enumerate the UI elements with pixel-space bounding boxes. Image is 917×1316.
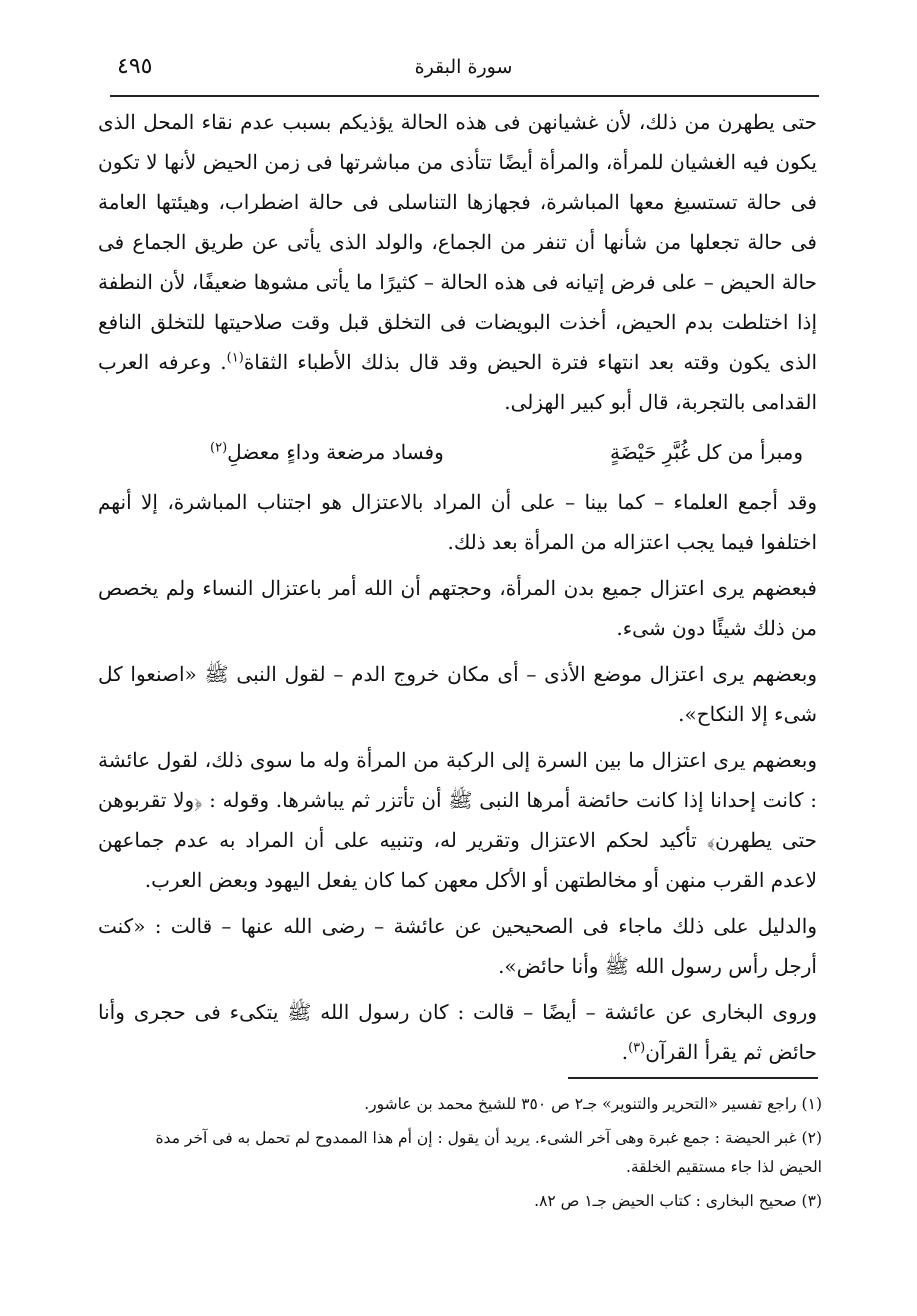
verse-first-hemistich: ومبرأ من كل غُبَّرِ حَيْضَةٍ [609,440,803,464]
footnote-ref-3: (٣) [628,1040,646,1056]
paragraph-3: فبعضهم يرى اعتزال جميع بدن المرأة، وحجتهم أن الله أمر باعتزال النساء ولم يخصص من ذلك شيئًا دون شىء. [98,576,817,640]
paragraph-1 [98,102,817,428]
footnote-3: (٣) صحيح البخارى : كتاب الحيض جـ١ ص ٨٢. [534,1192,822,1210]
verse-second-hemistich-wrap [210,436,444,468]
footnote-ref-1: (١) [226,350,244,366]
paragraph-1-tail: . وعرفه العرب القدامى بالتجربة، قال أبو كبير الهزلى. [98,350,817,414]
footnotes [110,1090,822,1221]
poetry-verse [98,428,817,482]
footnote-ref-2: (٢) [210,440,228,456]
paragraph-6: والدليل على ذلك ماجاء فى الصحيحين عن عائشة – رضى الله عنها – قالت : «كنت أرجل رأس رسول الله ﷺ وأنا حائض». [98,914,817,978]
footnote-2: (٢) غبر الحيضة : جمع غبرة وهى آخر الشىء. يريد أن يقول : إن أم هذا الممدوح لم تحمل به فى آخر مدة الحيض لذا جاء مستقيم الخلقة. [155,1129,822,1176]
paragraph-5: وبعضهم يرى اعتزال ما بين السرة إلى الركبة من المرأة وله ما سوى ذلك، لقول عائشة : كانت إحدانا إذا كانت حائضة أمرها النبى ﷺ أن تأتزر ثم يباشرها. وقوله : ﴿ولا تقربوهن حتى يطهرن﴾ تأكيد لحكم الاعتزال وتقرير له، وتنبيه على أن المراد به عدم جماعهن لاعدم القرب منهن أو مخالطتهن أو الأكل معهن كما كان يفعل اليهود وبعض العرب. [98,748,817,892]
paragraph-7 [98,992,817,1078]
paragraph-2: وقد أجمع العلماء – كما بينا – على أن المراد بالاعتزال هو اجتناب المباشرة، إلا أنهم اختلفوا فيما يجب اعتزاله من المرأة بعد ذلك. [98,490,817,554]
page-header [105,50,822,90]
verse-second-hemistich: وفساد مرضعة وداءٍ معضلِ [227,440,444,464]
paragraph-7-text: وروى البخارى عن عائشة – أيضًا – قالت : كان رسول الله ﷺ يتكىء فى حجرى وأنا حائض ثم يقرأ القرآن [98,1000,817,1064]
footnote-rule [568,1077,818,1079]
paragraph-4: وبعضهم يرى اعتزال موضع الأذى – أى مكان خروج الدم – لقول النبى ﷺ «اصنعوا كل شىء إلا النكاح». [98,662,817,726]
page-number: ٤٩٥ [117,54,153,79]
paragraph-7-tail: . [621,1040,629,1064]
footnote-1: (١) راجع تفسير «التحرير والتنوير» جـ٢ ص ٣٥٠ للشيخ محمد بن عاشور. [364,1095,822,1113]
surah-title: سورة البقرة [414,56,513,78]
main-text [98,102,817,1078]
header-rule [110,95,819,97]
paragraph-1-text: حتى يطهرن من ذلك، لأن غشيانهن فى هذه الحالة يؤذيكم بسبب عدم نقاء المحل الذى يكون فيه الغشيان للمرأة، والمرأة أيضًا تتأذى من مباشرتها فى زمن الحيض لأنها لا تكون فى حالة تستسيغ معها المباشرة، فجهازها التناسلى فى حالة اضطراب، وهيئتها العامة فى حالة تجعلها من شأنها أن تنفر من الجماع، والولد الذى يأتى عن طريق الجماع فى حالة الحيض – على فرض إتيانه فى هذه الحالة – كثيرًا ما يأتى مشوها ضعيفًا، لأن النطفة إذا اختلطت بدم الحيض، أخذت البويضات فى التخلق قبل وقت صلاحيتها للتخلق النافع الذى يكون وقته بعد انتهاء فترة الحيض وقد قال بذلك الأطباء الثقاة [98,110,817,374]
